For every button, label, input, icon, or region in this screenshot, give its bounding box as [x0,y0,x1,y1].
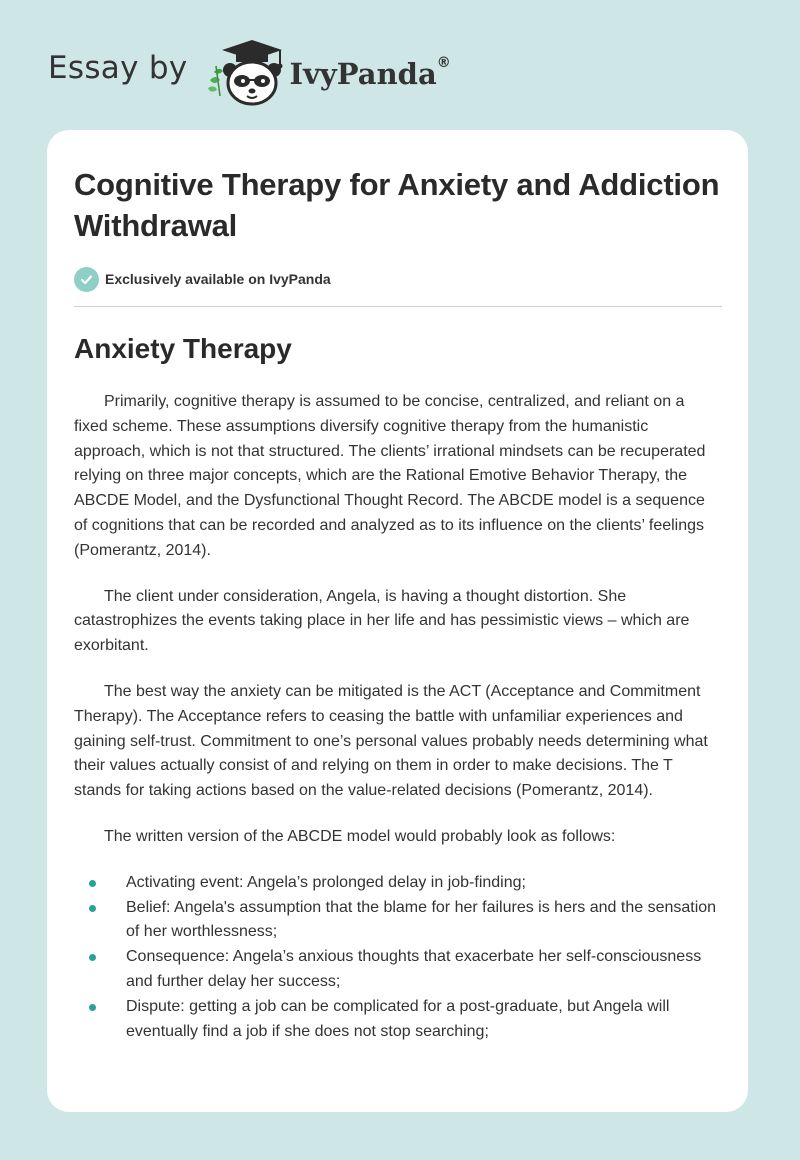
ivypanda-logo[interactable] [202,36,451,108]
bullet-icon [89,1004,96,1011]
brand-name: IvyPanda® [289,55,451,91]
bullet-icon [89,954,96,961]
paragraph: The best way the anxiety can be mitigated is the ACT (Acceptance and Commitment Therapy). The Acceptance refers to ceasing the battle with unfamiliar experiences and gaining self-trust. Commitment to one’s personal values probably needs determining what their values actually consist of and relying on them in order to make decisions. The T stands for taking actions based on the value-related decisions (Pomerantz, 2014). [74,682,708,800]
list-item: Consequence: Angela’s anxious thoughts that exacerbate her self-consciousness and further delay her success; [74,945,722,995]
exclusive-badge [74,266,722,292]
paragraph: The client under consideration, Angela, is having a thought distortion. She catastrophizes the events taking place in her life and has pessimistic views – which are exorbitant. [74,587,690,655]
essay-card [47,130,748,1112]
exclusive-label: Exclusively available on IvyPanda [105,271,331,287]
list-item: Activating event: Angela’s prolonged delay in job-finding; [74,871,722,896]
panda-mascot-icon [202,36,286,108]
abcde-list [74,871,722,1045]
bullet-icon [89,905,96,912]
divider [74,306,722,307]
page-title: Cognitive Therapy for Anxiety and Addiction Withdrawal [74,167,720,243]
paragraph: Primarily, cognitive therapy is assumed to be concise, centralized, and reliant on a fixed scheme. These assumptions diversify cognitive therapy from the humanistic approach, which is not that structured. The clients’ irrational mindsets can be recuperated relying on three major concepts, which are the Rational Emotive Behavior Therapy, the ABCDE Model, and the Dysfunctional Thought Record. The ABCDE model is a sequence of cognitions that can be recorded and analyzed as to its influence on the clients’ feelings (Pomerantz, 2014). [74,393,706,559]
check-icon [74,267,99,292]
essay-by-label: Essay by [48,50,188,86]
paragraph: The written version of the ABCDE model would probably look as follows: [104,827,616,845]
list-item: Belief: Angela's assumption that the blame for her failures is hers and the sensation of her worthlessness; [74,896,722,946]
section-heading: Anxiety Therapy [74,333,292,364]
bullet-icon [89,880,96,887]
registered-mark: ® [436,55,451,71]
site-header [48,36,451,108]
list-item: Dispute: getting a job can be complicated for a post-graduate, but Angela will eventually find a job if she does not stop searching; [74,995,722,1045]
